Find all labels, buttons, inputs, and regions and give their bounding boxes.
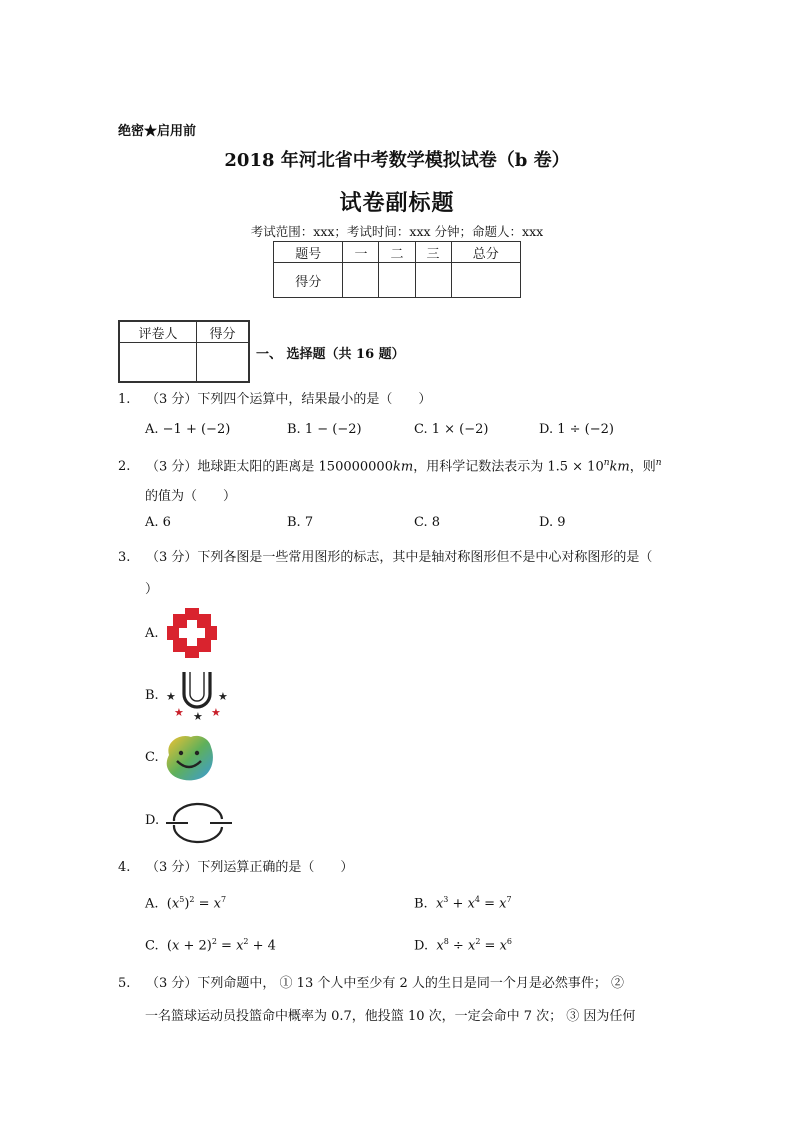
score-cell [343, 263, 379, 298]
section-title: 一、 选择题（共 16 题） [256, 347, 405, 362]
option-c: C. $(x + 2)^2 = x^2 + 4$ [145, 937, 276, 954]
svg-text:★: ★ [174, 706, 184, 719]
grader-cell [119, 343, 196, 383]
score-header-cell: 三 [415, 242, 451, 263]
question-stem-line1: （3 分）下列命题中， ① 13 个人中至少有 2 人的生日是同一个月是必然事件； ② [146, 976, 625, 991]
question-stem: （3 分）下列四个运算中，结果最小的是（ ） [146, 392, 432, 407]
secret-label: 绝密★启用前 [118, 124, 197, 139]
score-header-cell: 一 [343, 242, 379, 263]
question-stem-part3: ，则 [629, 459, 656, 475]
question-number: 3. [118, 550, 131, 565]
option-a: A. $(x^5)^2 = x^7$ [145, 895, 227, 912]
option-c: C. 8 [414, 515, 441, 530]
question-stem-line2: ） [145, 582, 159, 597]
exponent-n: n [603, 458, 610, 468]
question-4 [118, 858, 353, 878]
score-cell [379, 263, 415, 298]
question-1 [118, 390, 431, 410]
exam-subtitle: 试卷副标题 [339, 190, 455, 216]
question-stem: （3 分）下列运算正确的是（ ） [146, 860, 354, 875]
option-d: D. $x^8 \div x^2 = x^6$ [414, 937, 513, 954]
question-5 [118, 974, 624, 994]
variable-n: n [655, 458, 662, 468]
question-number: 4. [118, 860, 131, 875]
question-number: 1. [118, 392, 131, 407]
question-number: 5. [118, 976, 131, 991]
option-c: C. 1 × (−2) [414, 422, 489, 437]
question-stem-line2: 的值为（ ） [145, 489, 237, 504]
grader-header-cell: 评卷人 [119, 321, 196, 343]
red-cross-logo-icon [165, 606, 219, 660]
score-cell [451, 263, 520, 298]
unit-km: km [392, 459, 414, 475]
svg-text:★: ★ [193, 710, 203, 723]
grader-table [118, 320, 250, 383]
question-3 [118, 548, 652, 568]
score-table [273, 241, 521, 298]
option-label: C. [145, 938, 159, 954]
question-stem-part1: （3 分）地球距太阳的距离是 150000000 [146, 459, 393, 475]
score-header-cell: 总分 [451, 242, 520, 263]
grader-cell [196, 343, 249, 383]
magnet-stars-logo-icon [162, 668, 232, 722]
question-stem-part2: ，用科学记数法表示为 1.5 × 10 [413, 459, 604, 475]
grader-header-cell: 得分 [196, 321, 249, 343]
svg-text:★: ★ [211, 706, 221, 719]
question-stem: （3 分）下列各图是一些常用图形的标志，其中是轴对称图形但不是中心对称图形的是（ [146, 550, 653, 565]
option-label: D. [414, 938, 429, 954]
question-number: 2. [118, 459, 131, 475]
option-d: D. 1 ÷ (−2) [539, 422, 614, 437]
exam-title: 2018 年河北省中考数学模拟试卷（b 卷） [224, 150, 570, 171]
option-b: B. [145, 688, 159, 703]
score-row-label: 得分 [274, 263, 343, 298]
exam-info: 考试范围：xxx；考试时间：xxx 分钟；命题人：xxx [250, 224, 544, 239]
option-b: B. $x^3 + x^4 = x^7$ [414, 895, 512, 912]
option-c: C. [145, 750, 159, 765]
question-stem-line2: 一名篮球运动员投篮命中概率为 0.7，他投篮 10 次，一定会命中 7 次； ③ 因为任何 [145, 1009, 636, 1024]
option-b: B. 7 [287, 515, 314, 530]
option-d: D. [145, 813, 160, 828]
score-header-cell: 题号 [274, 242, 343, 263]
score-cell [415, 263, 451, 298]
option-d: D. 9 [539, 515, 566, 530]
option-label: B. [414, 896, 428, 912]
smiley-blob-logo-icon [163, 733, 215, 783]
option-a: A. −1 + (−2) [145, 422, 231, 437]
question-2 [118, 453, 662, 477]
option-label: A. [145, 896, 159, 912]
svg-text:★: ★ [218, 690, 228, 703]
option-a: A. 6 [145, 515, 171, 530]
unit-km: km [609, 459, 630, 475]
score-header-cell: 二 [379, 242, 415, 263]
split-circle-logo-icon [166, 801, 236, 845]
option-b: B. 1 − (−2) [287, 422, 362, 437]
option-a: A. [145, 626, 159, 641]
svg-text:★: ★ [166, 690, 176, 703]
